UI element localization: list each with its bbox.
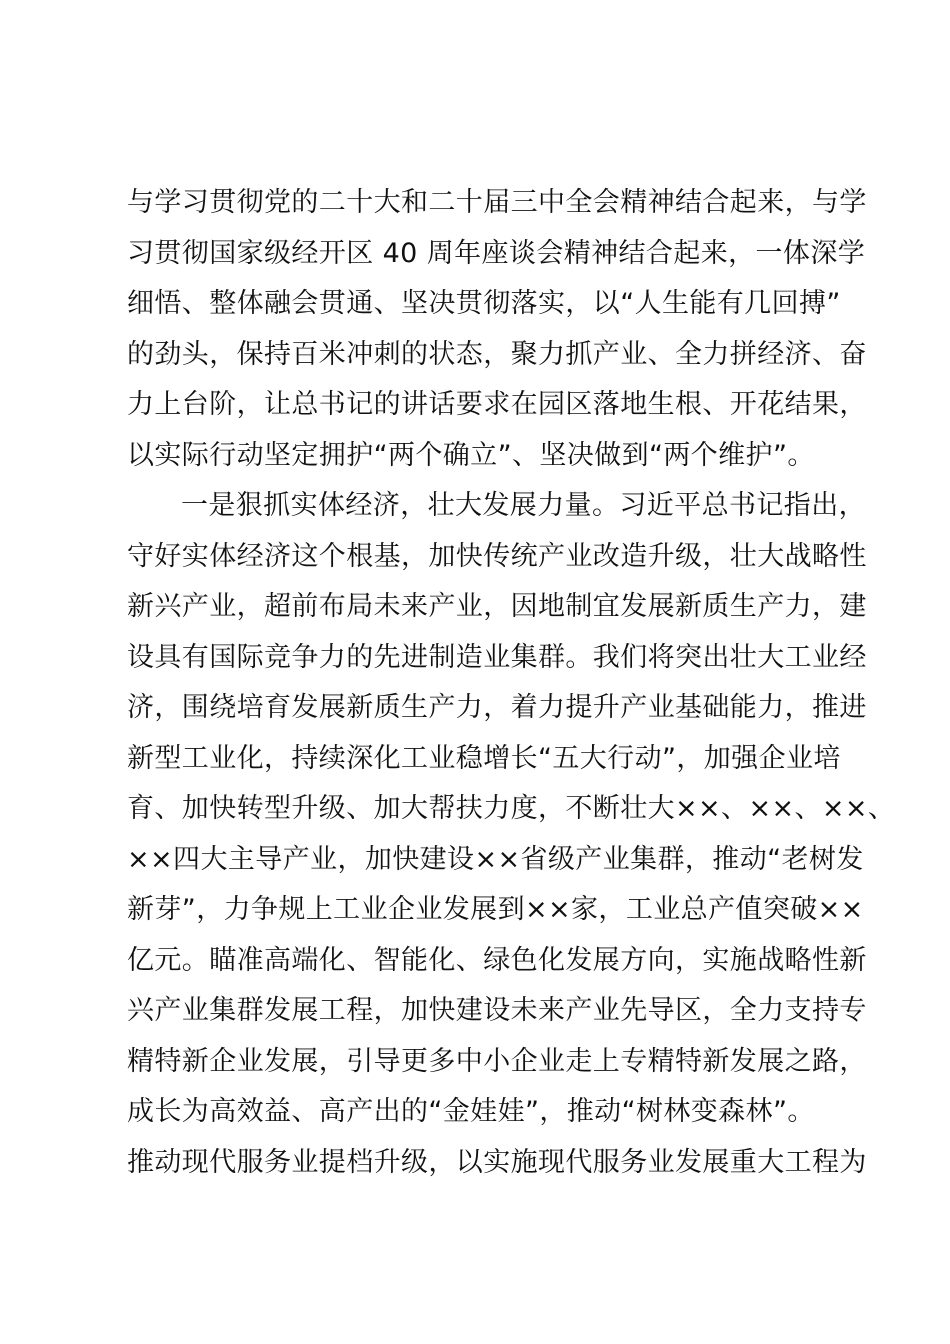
text-line: 成长为高效益、高产出的“金娃娃”，推动“树林变森林”。	[127, 1096, 815, 1127]
text-line: 精特新企业发展，引导更多中小企业走上专精特新发展之路，	[127, 1045, 867, 1077]
text-line: 兴产业集群发展工程，加快建设未来产业先导区，全力支持专	[127, 995, 867, 1026]
text-line: 济，围绕培育发展新质生产力，着力提升产业基础能力，推进	[127, 692, 867, 723]
text-line: 育、加快转型升级、加大帮扶力度，不断壮大××、××、××、	[127, 793, 896, 824]
text-line: 力上台阶，让总书记的讲话要求在园区落地生根、开花结果，	[127, 389, 867, 420]
text-line: 新兴产业，超前布局未来产业，因地制宜发展新质生产力，建	[127, 591, 867, 622]
text-line: ××四大主导产业，加快建设××省级产业集群，推动“老树发	[127, 843, 864, 875]
text-line: 的劲头，保持百米冲刺的状态，聚力抓产业、全力拼经济、奋	[127, 338, 867, 370]
paragraph-first-line: 一是狠抓实体经济，壮大发展力量。习近平总书记指出，	[181, 490, 866, 521]
text-line: 新芽”，力争规上工业企业发展到××家，工业总产值突破××	[127, 894, 864, 925]
text-line: 推动现代服务业提档升级，以实施现代服务业发展重大工程为	[127, 1146, 867, 1178]
text-line: 守好实体经济这个根基，加快传统产业改造升级，壮大战略性	[127, 540, 867, 572]
text-line: 设具有国际竞争力的先进制造业集群。我们将突出壮大工业经	[127, 641, 867, 673]
text-line: 新型工业化，持续深化工业稳增长“五大行动”，加强企业培	[127, 742, 841, 774]
text-line: 习贯彻国家级经开区 40 周年座谈会精神结合起来，一体深学	[127, 237, 866, 269]
text-line: 亿元。瞄准高端化、智能化、绿色化发展方向，实施战略性新	[127, 944, 867, 976]
text-line: 细悟、整体融会贯通、坚决贯彻落实，以“人生能有几回搏”	[127, 288, 841, 319]
text-line: 以实际行动坚定拥护“两个确立”、坚决做到“两个维护”。	[127, 439, 815, 471]
body-text	[127, 178, 896, 1188]
text-line: 与学习贯彻党的二十大和二十届三中全会精神结合起来，与学	[127, 187, 867, 218]
